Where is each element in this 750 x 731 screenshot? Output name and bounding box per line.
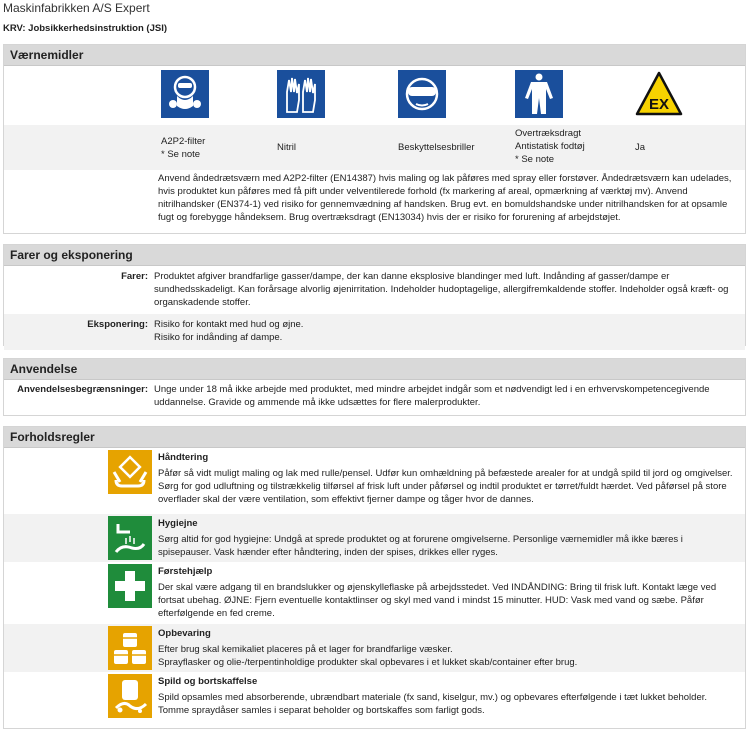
row-value: Produktet afgiver brandfarlige gasser/dampe, der kan danne eksplosive blandinger med luft. Indånding af gasser/dampe er sundhedsskadeligt. Kan forårsage alvorlig øjenirritation. Indeholder hudoptagelige, allergifremkaldende stoffer. Indeholder også kræft- og organskadende stoffer. (154, 271, 729, 308)
row-value: Unge under 18 må ikke arbejde med produktet, med mindre arbejdet indgår som et nødvendigt led i en erhvervskompetencegivende uddannelse. Gravide og ammende må ikke udsættes for flere malerprodukter. (154, 384, 710, 408)
ppe-label-coverall: Overtræksdragt Antistatisk fodtøj * Se note (515, 128, 585, 165)
precaution-handling (4, 448, 745, 514)
precaution-text: Der skal være adgang til en brandslukker og øjenskylleflaske på arbejdsstedet. Ved INDÅNDING: Bring til frisk luft. Kontakt læge ved fortsat ubehag. ØJNE: Fjern eventuelle kontaktlinser og skyl med vand i mindst 15 minutter. HUD: Vask med vand og sæbe. Påfør efterfølgende en fed creme. (158, 582, 717, 619)
precaution-title: Førstehjælp (158, 566, 213, 577)
hygiene-icon (108, 516, 152, 560)
section-title: Anvendelse (4, 359, 745, 380)
precaution-title: Hygiejne (158, 518, 198, 529)
section-vaernemidler (3, 44, 746, 234)
handling-icon (108, 450, 152, 494)
section-anvendelse (3, 358, 746, 416)
coverall-icon (515, 70, 563, 118)
row-key: Anvendelsesbegrænsninger: (17, 384, 148, 395)
ppe-label-respirator: A2P2-filter * Se note (161, 136, 206, 160)
section-forholdsregler (3, 426, 746, 729)
row-farer (4, 266, 745, 314)
ppe-icons-row (4, 66, 745, 125)
section-title: Forholdsregler (4, 427, 745, 448)
row-value: Risiko for kontakt med hud og øjne. Risiko for indånding af dampe. (154, 319, 304, 343)
precaution-storage: Opbevaring Efter brug skal kemikaliet placeres på et lager for brandfarlige væsker. Sprayflasker og olie-/terpentinholdige produkter skal opbevares i et lukket skab/container efter brug. (4, 624, 745, 672)
precaution-first-aid (4, 562, 745, 624)
first-aid-icon (108, 564, 152, 608)
precaution-spill: Spild og bortskaffelse Spild opsamles med absorberende, ubrændbart materiale (fx sand, kiselgur, mv.) og opbevares efterfølgende i tæt lukket beholder. Tomme spraydåser samles i separat beholder og bortskaffes som farligt gods. (4, 672, 745, 724)
spill-disposal-icon (108, 674, 152, 718)
row-key: Eksponering: (87, 319, 148, 330)
company-name: Maskinfabrikken A/S Expert (3, 1, 150, 15)
section-farer (3, 244, 746, 346)
precaution-text: Påfør så vidt muligt maling og lak med rulle/pensel. Udfør kun omhældning på befæstede arealer for at undgå spild til jord og omgivelser. Sørg for god udluftning og tilstrækkelig tilførsel af frisk luft under påførsel og indtil produktet er tørret/fuldt hærdet. Ved påførsel på store overflader skal der være ventilation, som effektivt fjerner dampe og tåger hvor de dannes. (158, 468, 733, 505)
precaution-hygiene (4, 514, 745, 562)
section-title: Farer og eksponering (4, 245, 745, 266)
precaution-title: Spild og bortskaffelse (158, 676, 258, 687)
precaution-text: Sørg altid for god hygiejne: Undgå at sprede produktet og at forurene omgivelserne. Personlige værnemidler må ikke bæres i spisepauser. Vask hænder efter håndtering, inden der spises, drikkes eller ryges. (158, 534, 683, 558)
svg-text:EX: EX (648, 96, 670, 113)
row-anvendelse (4, 380, 745, 414)
safety-glasses-icon (398, 70, 446, 118)
ppe-label-ex: Ja (635, 142, 646, 153)
precaution-title: Håndtering (158, 452, 209, 463)
document-subtitle: KRV: Jobsikkerhedsinstruktion (JSI) (3, 23, 168, 34)
gloves-icon (277, 70, 325, 118)
precaution-title: Opbevaring (158, 628, 211, 639)
ex-warning-icon (635, 70, 683, 118)
row-key: Farer: (121, 271, 148, 282)
ppe-labels-row (4, 125, 745, 170)
row-eksponering (4, 314, 745, 350)
respirator-icon (161, 70, 209, 118)
ppe-label-glasses: Beskyttelsesbriller (398, 142, 475, 153)
section-title: Værnemidler (4, 45, 745, 66)
storage-icon (108, 626, 152, 670)
ppe-note: Anvend åndedrætsværn med A2P2-filter (EN14387) hvis maling og lak påføres med spray eller forstøver. Åndedrætsværn kan udelades, hvis produktet kun påføres med få pift under velventilerede forhold (fx markering af areal, opmærkning af værktøj mv). Anvend nitrilhandsker (EN374-1) ved risiko for gennemvædning af handsken. Brug evt. en bomuldshandske under nitrilhandsken for at opsamle fugt og forebygge håndeksem. Brug overtræksdragt (EN13034) hvis der er risiko for forurening af arbejdstøjet. (158, 173, 732, 223)
ppe-label-gloves: Nitril (277, 142, 296, 153)
